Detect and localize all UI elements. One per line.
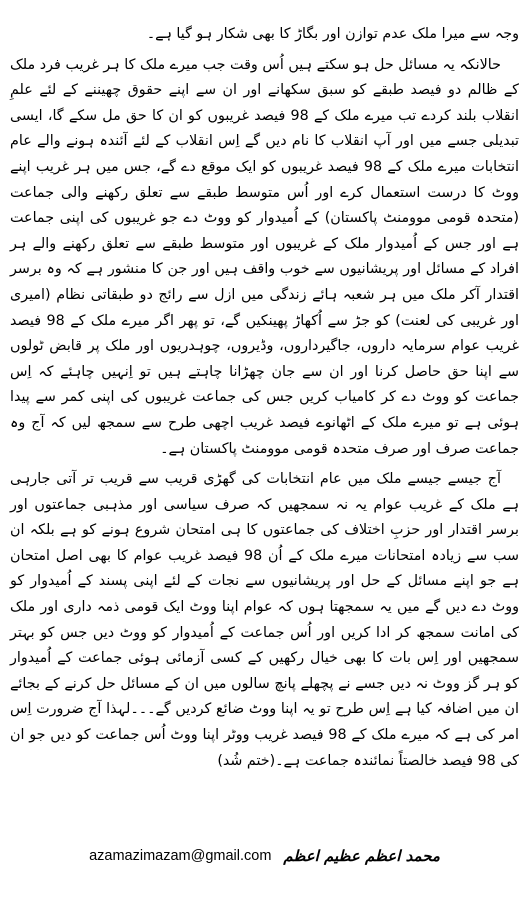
author-name: محمد اعظم عظیم اعظم <box>283 847 440 865</box>
article-paragraph-2: حالانکہ یہ مسائل حل ہو سکتے ہیں اُس وقت جب میرے ملک کا ہر غریب فرد ملک کے ظالم دو فیصد طبقے کو سبق سکھانے اور ان سے اپنے حقوق چھیننے کے لئے علمِ انقلاب بلند کردے تب میرے ملک کے 98 فیصد غریبوں کو ان کا حق مل سکے گا، ایسی تبدیلی جسے میں اور آپ انقلاب کا نام دیں گے اِس انقلاب کے لئے آئندہ ہونے والے عام انتخابات میرے ملک کے 98 فیصد غریبوں کو ایک موقع دے گے، جس میں ہر غریب اپنے ووٹ کا درست استعمال کرے اور اُس متوسط طبقے سے تعلق رکھنے والی جماعت (متحدہ قومی موومنٹ پاکستان) کے اُمیدوار کو ووٹ دے جو غریبوں کی اپنی جماعت ہے اور جس کے اُمیدوار ملک کے غریبوں اور متوسط طبقے سے تعلق رکھنے والے ہر افراد کے مسائل اور پریشانیوں سے خوب واقف ہیں اور جن کا منشور ہے کہ وہ برسر اقتدار آکر ملک میں ہر شعبہ ہائے زندگی میں ازل سے رائج دو طبقاتی نظام (امیری اور غریبی کی لعنت) کو جڑ سے اُکھاڑ پھینکیں گے، تو پھر اگر میرے ملک کے 98 فیصد غریب عوام سرمایہ داروں، جاگیرداروں، وڈیروں، چوہدریوں اور ملک پر قابض ٹولوں سے اپنا حق حاصل کرنا اور ان سے جان چھڑانا چاہتے ہیں تو اِنہیں چاہئے کہ اِس جماعت کو ووٹ دے کر کامیاب کریں جس کی جماعت غریبوں کی اپنی کمر سے پیدا ہوئی ہے تو میرے ملک کے اٹھانوے فیصد غریب اچھی طرح سے سمجھ لیں کہ آج وہ جماعت صرف اور صرف متحدہ قومی موومنٹ پاکستان ہے۔ <box>10 56 519 457</box>
article-body <box>10 22 519 774</box>
article-paragraph-1: وجہ سے میرا ملک عدم توازن اور بگاڑ کا بھی شکار ہو گیا ہے۔ <box>146 26 519 42</box>
author-signature <box>0 845 529 867</box>
article-paragraph-3: آج جیسے جیسے ملک میں عام انتخابات کی گھڑی قریب سے قریب تر آتی جارہی ہے ملک کے غریب عوام یہ نہ سمجھیں کہ صرف سیاسی اور مذہبی جماعتوں اور برسر اقتدار اور حزبِ اختلاف کی جماعتوں کا ہی امتحان شروع ہونے کو ہے بلکہ ان سب سے زیادہ امتحانات میرے ملک کے اُن 98 فیصد غریب عوام کا بھی اصل امتحان ہے جو اپنے مسائل کے حل اور پریشانیوں سے نجات کے لئے اپنی پسند کے اُمیدوار کو ووٹ دے دیں گے میں یہ سمجھتا ہوں کہ عوام اپنا ووٹ ایک قومی ذمہ داری اور ملک کی امانت سمجھ کر ادا کریں اور اُس جماعت کے اُمیدوار کو ووٹ دیں جس کو بہتر سمجھیں اور اِس بات کا بھی خیال رکھیں کے کسی آزمائی ہوئی جماعت کے اُمیدوار کو ہر گز ووٹ نہ دیں جسے نے پچھلے پانچ سالوں میں ان کے مسائل حل کرنے کے بجائے ان میں اضافہ کیا ہے اِس طرح تو یہ اپنا ووٹ ضائع کردیں گے۔۔۔لہذا آج ضرورت اِس امر کی ہے کہ میرے ملک کے 98 فیصد غریب ووٹر اپنا ووٹ اُس جماعت کو دیں جو ان کی 98 فیصد خالصتاً نمائندہ جماعت ہے۔(ختم شُد) <box>10 471 519 769</box>
author-email: azamazimazam@gmail.com <box>89 848 272 864</box>
